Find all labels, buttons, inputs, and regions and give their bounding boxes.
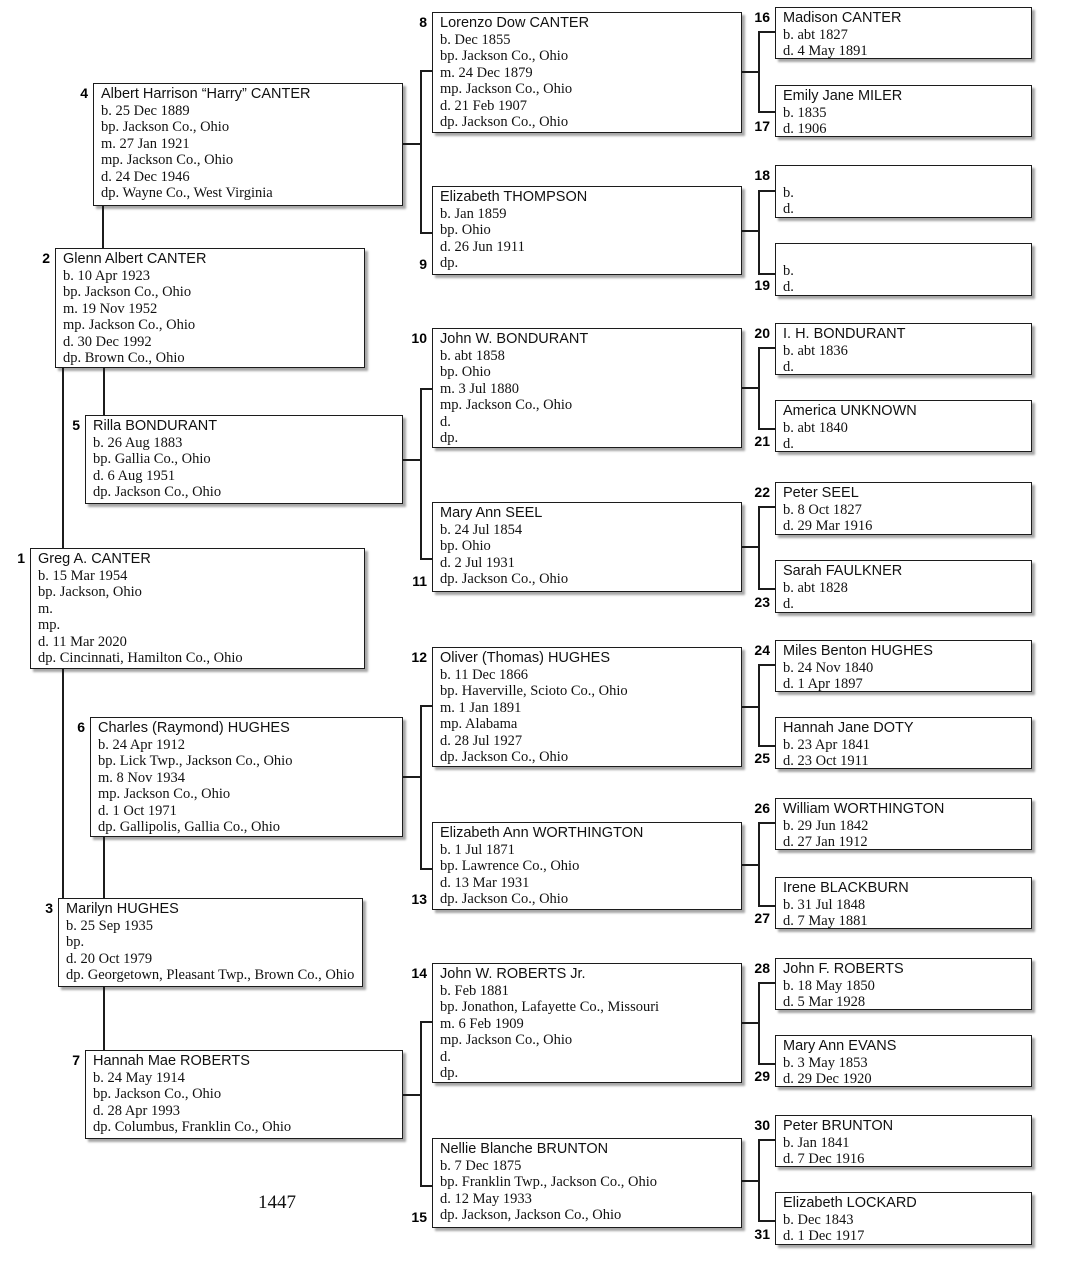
person-detail: d. 20 Oct 1979 — [66, 950, 153, 967]
person-name: I. H. BONDURANT — [783, 326, 906, 342]
connector-line — [758, 506, 776, 508]
person-detail: dp. — [440, 1065, 459, 1081]
person-detail: d. 5 Mar 1928 — [783, 994, 866, 1010]
person-detail: d. 28 Jul 1927 — [440, 732, 523, 749]
person-box-2 — [55, 248, 365, 368]
person-detail: mp. Jackson Co., Ohio — [63, 317, 196, 333]
person-detail: bp. Jackson Co., Ohio — [63, 284, 192, 300]
person-detail: d. 4 May 1891 — [783, 43, 868, 59]
person-detail: d. 12 May 1933 — [440, 1190, 532, 1207]
person-detail: d. 1906 — [783, 121, 827, 137]
person-box-20 — [775, 323, 1032, 375]
person-detail: mp. Jackson Co., Ohio — [440, 1032, 573, 1048]
connector-line — [742, 230, 759, 232]
person-detail: b. — [783, 184, 794, 201]
person-number: 11 — [412, 573, 427, 589]
connector-line — [420, 70, 433, 72]
person-name: Emily Jane MILER — [783, 88, 903, 104]
person-box-25 — [775, 717, 1032, 769]
connector-line — [758, 905, 776, 907]
person-detail: dp. Jackson, Jackson Co., Ohio — [440, 1207, 622, 1223]
person-detail: d. 7 May 1881 — [783, 913, 868, 929]
person-box-27 — [775, 877, 1032, 929]
person-detail: d. 29 Mar 1916 — [783, 518, 873, 534]
person-detail: b. 31 Jul 1848 — [783, 896, 866, 913]
person-detail: dp. Jackson Co., Ohio — [440, 114, 569, 130]
connector-line — [103, 987, 105, 1050]
person-detail: b. 24 Nov 1840 — [783, 659, 874, 676]
person-detail: m. 8 Nov 1934 — [98, 769, 185, 786]
person-detail: mp. Jackson Co., Ohio — [101, 152, 234, 168]
person-name: Greg A. CANTER — [38, 551, 151, 567]
person-detail: b. 18 May 1850 — [783, 977, 875, 994]
person-detail: b. Dec 1843 — [783, 1211, 854, 1228]
person-detail: d. — [440, 413, 451, 430]
connector-line — [758, 190, 776, 192]
connector-line — [102, 206, 104, 248]
person-box-8 — [432, 12, 742, 133]
person-detail: b. abt 1836 — [783, 342, 848, 359]
person-number: 24 — [754, 642, 770, 658]
person-detail: d. — [783, 436, 794, 452]
person-box-13 — [432, 822, 742, 910]
person-box-19 — [775, 243, 1032, 296]
person-number: 16 — [754, 9, 770, 25]
person-detail: b. 25 Sep 1935 — [66, 917, 153, 934]
person-detail: b. 24 May 1914 — [93, 1069, 185, 1086]
person-box-21 — [775, 400, 1032, 452]
person-name: Glenn Albert CANTER — [63, 251, 207, 267]
person-detail: bp. Jackson Co., Ohio — [93, 1086, 222, 1102]
connector-line — [758, 506, 760, 589]
person-box-28 — [775, 958, 1032, 1010]
person-name: William WORTHINGTON — [783, 801, 945, 817]
person-name: Nellie Blanche BRUNTON — [440, 1141, 609, 1157]
person-detail: bp. Gallia Co., Ohio — [93, 451, 211, 467]
person-detail: b. 11 Dec 1866 — [440, 666, 529, 683]
person-detail: dp. Brown Co., Ohio — [63, 350, 185, 366]
person-detail: bp. Franklin Twp., Jackson Co., Ohio — [440, 1174, 658, 1190]
person-detail: bp. Haverville, Scioto Co., Ohio — [440, 683, 628, 699]
connector-line — [758, 982, 760, 1064]
connector-line — [758, 190, 760, 274]
person-name: Peter SEEL — [783, 485, 859, 501]
connector-line — [758, 428, 776, 430]
person-detail: b. 29 Jun 1842 — [783, 817, 869, 834]
person-number: 10 — [411, 330, 427, 346]
person-box-10 — [432, 328, 742, 448]
connector-line — [758, 1139, 760, 1221]
connector-line — [403, 143, 421, 145]
person-number: 7 — [72, 1052, 80, 1068]
person-detail: dp. Georgetown, Pleasant Twp., Brown Co., Ohio — [66, 967, 355, 983]
person-name: Mary Ann SEEL — [440, 505, 543, 521]
connector-line — [758, 347, 760, 429]
person-number: 21 — [754, 433, 770, 449]
person-detail: d. 26 Jun 1911 — [440, 238, 525, 255]
person-detail: m. 19 Nov 1952 — [63, 300, 158, 317]
person-detail: d. — [783, 359, 794, 375]
person-detail: b. 25 Dec 1889 — [101, 102, 190, 119]
person-name: Charles (Raymond) HUGHES — [98, 720, 290, 736]
person-box-15 — [432, 1138, 742, 1228]
person-name: Oliver (Thomas) HUGHES — [440, 650, 610, 666]
person-detail: d. — [440, 1048, 451, 1065]
person-box-29 — [775, 1035, 1032, 1087]
connector-line — [742, 706, 759, 708]
person-detail: b. Jan 1859 — [440, 205, 507, 222]
person-detail: b. abt 1840 — [783, 419, 848, 436]
person-detail: d. — [783, 596, 794, 612]
person-detail: b. 10 Apr 1923 — [63, 267, 150, 284]
connector-line — [758, 1063, 776, 1065]
person-detail: b. — [783, 262, 794, 279]
person-detail: d. 1 Oct 1971 — [98, 802, 177, 819]
person-box-16 — [775, 7, 1032, 59]
connector-line — [758, 31, 760, 112]
person-name: Elizabeth THOMPSON — [440, 189, 588, 205]
person-number: 28 — [754, 960, 770, 976]
person-detail: mp. Alabama — [440, 716, 518, 732]
person-detail: b. 7 Dec 1875 — [440, 1157, 522, 1174]
person-detail: mp. Jackson Co., Ohio — [440, 397, 573, 413]
person-detail: d. 27 Jan 1912 — [783, 834, 868, 850]
person-name: Peter BRUNTON — [783, 1118, 894, 1134]
person-detail: b. abt 1827 — [783, 26, 848, 43]
person-detail: m. 6 Feb 1909 — [440, 1015, 524, 1032]
person-detail: b. abt 1858 — [440, 347, 505, 364]
person-number: 4 — [80, 85, 88, 101]
person-number: 15 — [411, 1209, 427, 1225]
person-detail: dp. Gallipolis, Gallia Co., Ohio — [98, 819, 281, 835]
person-detail: b. 8 Oct 1827 — [783, 501, 862, 518]
connector-line — [742, 864, 759, 866]
person-name — [783, 246, 1031, 263]
person-detail: b. 24 Apr 1912 — [98, 736, 185, 753]
person-number: 25 — [754, 750, 770, 766]
person-name: Hannah Mae ROBERTS — [93, 1053, 250, 1069]
connector-line — [62, 669, 64, 898]
person-number: 12 — [411, 649, 427, 665]
person-detail: m. 27 Jan 1921 — [101, 135, 190, 152]
connector-line — [420, 868, 433, 870]
person-detail: d. 30 Dec 1992 — [63, 333, 152, 350]
connector-line — [742, 1180, 759, 1182]
person-detail: dp. — [440, 430, 459, 446]
person-detail: dp. Wayne Co., West Virginia — [101, 185, 273, 201]
connector-line — [742, 71, 759, 73]
connector-line — [742, 1022, 759, 1024]
person-detail: bp. — [66, 934, 85, 950]
connector-line — [420, 232, 433, 234]
person-detail: d. 6 Aug 1951 — [93, 467, 176, 484]
person-detail: bp. Lick Twp., Jackson Co., Ohio — [98, 753, 293, 769]
person-detail: dp. Jackson Co., Ohio — [93, 484, 222, 500]
person-number: 13 — [411, 891, 427, 907]
person-name: John F. ROBERTS — [783, 961, 904, 977]
person-box-14 — [432, 963, 742, 1083]
person-detail: b. 24 Jul 1854 — [440, 521, 523, 538]
person-detail: bp. Ohio — [440, 222, 491, 238]
person-detail: b. 3 May 1853 — [783, 1054, 868, 1071]
connector-line — [62, 368, 64, 548]
connector-line — [758, 111, 776, 113]
person-detail: d. 13 Mar 1931 — [440, 874, 530, 891]
person-detail: d. 1 Apr 1897 — [783, 676, 863, 692]
person-detail: mp. Jackson Co., Ohio — [440, 81, 573, 97]
person-box-1 — [30, 548, 365, 669]
person-name: Madison CANTER — [783, 10, 902, 26]
person-box-5 — [85, 415, 403, 504]
person-detail: m. 24 Dec 1879 — [440, 64, 533, 81]
connector-line — [103, 837, 105, 898]
person-detail: b. 15 Mar 1954 — [38, 567, 128, 584]
person-detail: d. 11 Mar 2020 — [38, 633, 127, 650]
person-box-9 — [432, 186, 742, 275]
connector-line — [403, 776, 421, 778]
person-number: 30 — [754, 1117, 770, 1133]
connector-line — [758, 664, 776, 666]
person-number: 17 — [754, 118, 770, 134]
person-number: 2 — [42, 250, 50, 266]
person-detail: m. 1 Jan 1891 — [440, 699, 522, 716]
person-box-17 — [775, 85, 1032, 137]
person-number: 18 — [754, 167, 770, 183]
person-number: 8 — [419, 14, 427, 30]
person-detail: bp. Jackson Co., Ohio — [440, 48, 569, 64]
person-box-26 — [775, 798, 1032, 850]
person-box-18 — [775, 165, 1032, 218]
person-detail: bp. Ohio — [440, 364, 491, 380]
connector-line — [758, 982, 776, 984]
person-detail: d. 24 Dec 1946 — [101, 168, 190, 185]
connector-line — [420, 1021, 433, 1023]
connector-line — [758, 822, 760, 906]
person-name: John W. BONDURANT — [440, 331, 589, 347]
person-name: Elizabeth Ann WORTHINGTON — [440, 825, 644, 841]
person-name: Miles Benton HUGHES — [783, 643, 933, 659]
person-detail: m. — [38, 600, 53, 617]
person-detail: d. 23 Oct 1911 — [783, 753, 869, 769]
person-name: John W. ROBERTS Jr. — [440, 966, 586, 982]
person-number: 20 — [754, 325, 770, 341]
person-number: 22 — [754, 484, 770, 500]
connector-line — [403, 1094, 421, 1096]
person-detail: b. 1835 — [783, 104, 827, 121]
person-detail: b. 1 Jul 1871 — [440, 841, 515, 858]
person-name: Elizabeth LOCKARD — [783, 1195, 917, 1211]
connector-line — [420, 705, 422, 869]
person-detail: bp. Jonathon, Lafayette Co., Missouri — [440, 999, 660, 1015]
person-detail: b. Feb 1881 — [440, 982, 509, 999]
connector-line — [758, 745, 776, 747]
person-detail: b. Jan 1841 — [783, 1134, 850, 1151]
person-number: 29 — [754, 1068, 770, 1084]
connector-line — [420, 1185, 433, 1187]
person-detail: dp. Jackson Co., Ohio — [440, 749, 569, 765]
connector-line — [420, 70, 422, 233]
person-detail: b. Dec 1855 — [440, 31, 511, 48]
page-number: 1447 — [258, 1192, 296, 1213]
person-detail: mp. Jackson Co., Ohio — [98, 786, 231, 802]
person-number: 19 — [754, 277, 770, 293]
connector-line — [758, 588, 776, 590]
person-detail: bp. Lawrence Co., Ohio — [440, 858, 580, 874]
person-detail: b. 26 Aug 1883 — [93, 434, 183, 451]
connector-line — [420, 1021, 422, 1186]
connector-line — [742, 546, 759, 548]
person-name: Lorenzo Dow CANTER — [440, 15, 590, 31]
person-number: 23 — [754, 594, 770, 610]
person-box-4 — [93, 83, 403, 206]
person-detail: dp. Jackson Co., Ohio — [440, 891, 569, 907]
connector-line — [103, 368, 105, 415]
person-detail: m. 3 Jul 1880 — [440, 380, 519, 397]
connector-line — [758, 31, 776, 33]
person-box-3 — [58, 898, 363, 987]
person-box-11 — [432, 502, 742, 592]
connector-line — [758, 347, 776, 349]
connector-line — [420, 388, 422, 559]
connector-line — [420, 558, 433, 560]
connector-line — [742, 387, 759, 389]
person-number: 6 — [77, 719, 85, 735]
connector-line — [758, 822, 776, 824]
person-number: 14 — [411, 965, 427, 981]
person-detail: dp. Columbus, Franklin Co., Ohio — [93, 1119, 292, 1135]
person-name: Irene BLACKBURN — [783, 880, 909, 896]
person-detail: dp. — [440, 255, 459, 271]
person-detail: d. 28 Apr 1993 — [93, 1102, 180, 1119]
person-number: 1 — [17, 550, 25, 566]
person-box-22 — [775, 482, 1032, 535]
person-detail: dp. Cincinnati, Hamilton Co., Ohio — [38, 650, 243, 666]
person-name: Rilla BONDURANT — [93, 418, 218, 434]
person-box-30 — [775, 1115, 1032, 1167]
person-name: Mary Ann EVANS — [783, 1038, 897, 1054]
person-detail: d. — [783, 279, 794, 295]
person-box-23 — [775, 560, 1032, 613]
person-number: 27 — [754, 910, 770, 926]
person-name: Marilyn HUGHES — [66, 901, 179, 917]
person-detail: b. 23 Apr 1841 — [783, 736, 870, 753]
connector-line — [420, 388, 433, 390]
person-box-6 — [90, 717, 403, 837]
connector-line — [758, 273, 776, 275]
person-detail: mp. — [38, 617, 61, 633]
person-detail: b. abt 1828 — [783, 579, 848, 596]
person-box-12 — [432, 647, 742, 767]
person-box-31 — [775, 1192, 1032, 1245]
person-detail: dp. Jackson Co., Ohio — [440, 571, 569, 587]
person-name: America UNKNOWN — [783, 403, 917, 419]
person-detail: d. 29 Dec 1920 — [783, 1071, 872, 1087]
person-name — [783, 168, 1031, 185]
person-name: Sarah FAULKNER — [783, 563, 903, 579]
person-detail: d. 2 Jul 1931 — [440, 554, 515, 571]
person-detail: bp. Jackson Co., Ohio — [101, 119, 230, 135]
person-box-24 — [775, 640, 1032, 692]
person-detail: d. 1 Dec 1917 — [783, 1228, 865, 1244]
person-number: 9 — [419, 256, 427, 272]
connector-line — [420, 705, 433, 707]
person-box-7 — [85, 1050, 403, 1139]
person-detail: d. 7 Dec 1916 — [783, 1151, 865, 1167]
person-detail: d. — [783, 201, 794, 217]
person-detail: bp. Jackson, Ohio — [38, 584, 142, 600]
connector-line — [758, 1139, 776, 1141]
person-number: 31 — [754, 1226, 770, 1242]
person-detail: bp. Ohio — [440, 538, 491, 554]
person-number: 5 — [72, 417, 80, 433]
connector-line — [758, 664, 760, 746]
connector-line — [403, 459, 421, 461]
person-number: 3 — [45, 900, 53, 916]
connector-line — [758, 1220, 776, 1222]
person-name: Albert Harrison “Harry” CANTER — [101, 86, 311, 102]
person-number: 26 — [754, 800, 770, 816]
person-detail: d. 21 Feb 1907 — [440, 97, 527, 114]
person-name: Hannah Jane DOTY — [783, 720, 914, 736]
